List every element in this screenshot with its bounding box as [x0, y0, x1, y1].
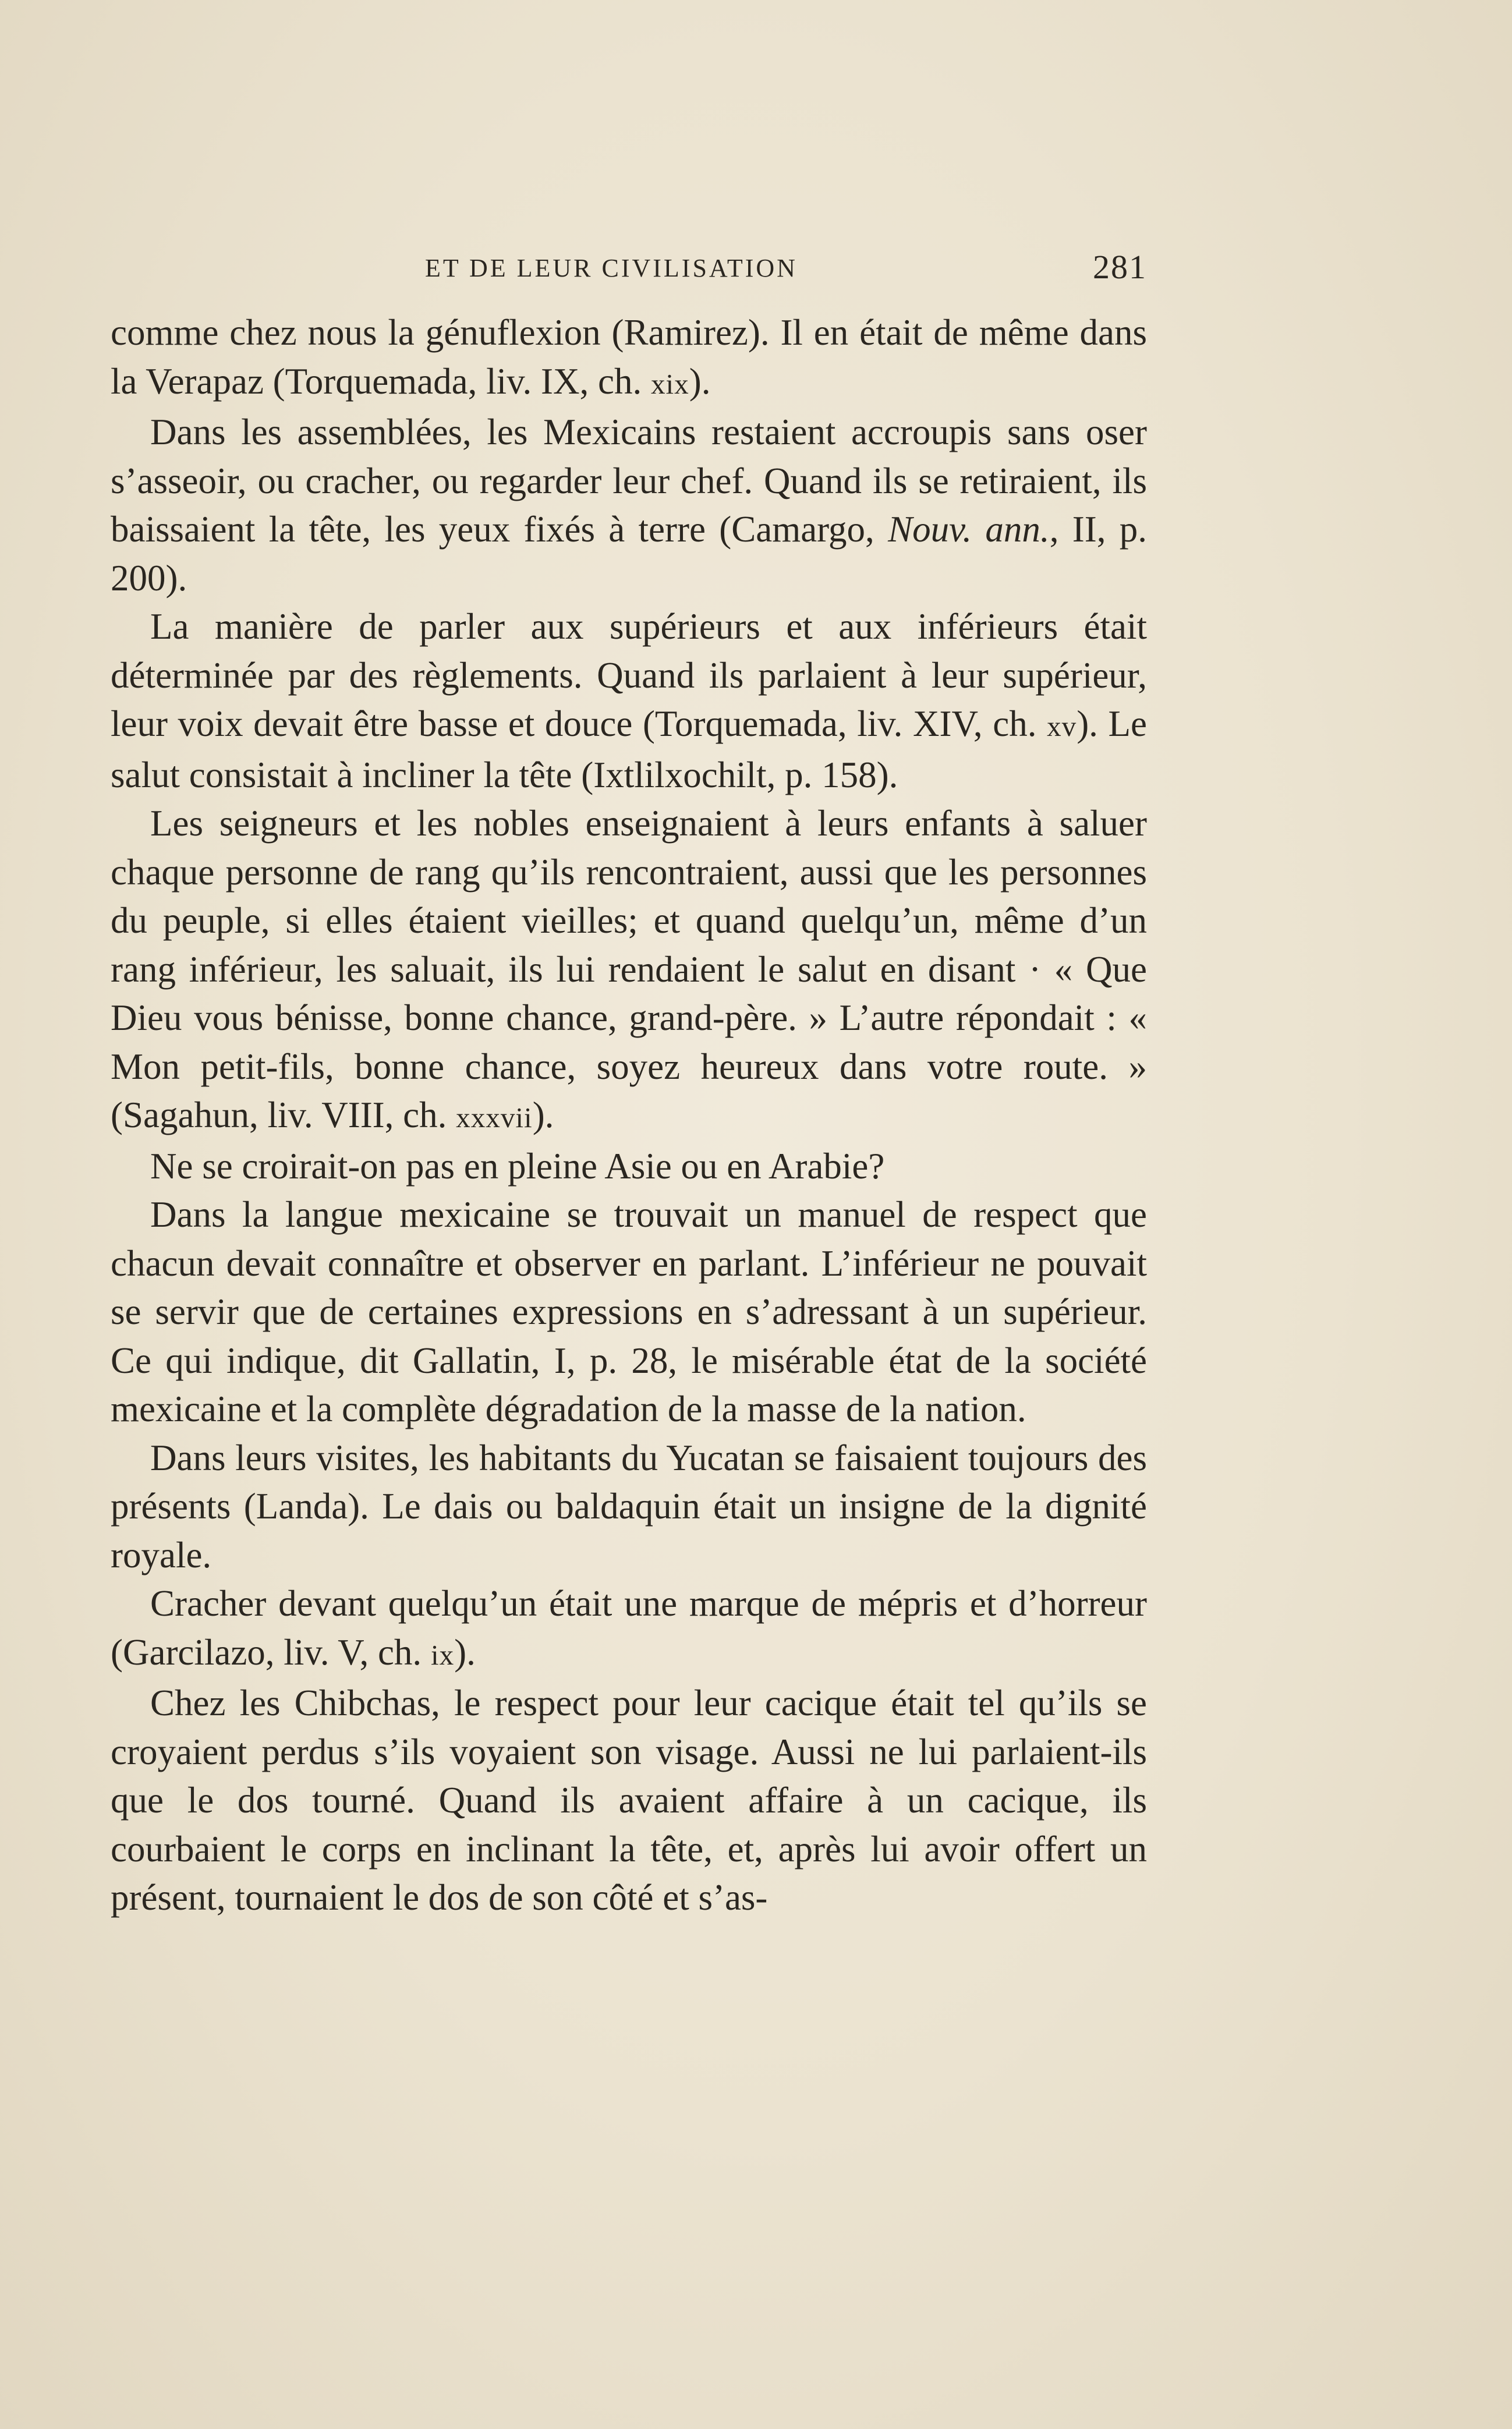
paragraph-8-end: ). — [454, 1631, 476, 1673]
chapter-numeral: xv — [1047, 710, 1077, 742]
running-title: ET DE LEUR CIVILISATION — [425, 254, 798, 282]
running-head — [111, 247, 1147, 288]
paragraph-6: Dans la langue mexicaine se trouvait un manuel de respect que chacun devait connaître et observer en parlant. L’inférieur ne pouvait se servir que de certaines expressions en s’adressant à un supérieur. Ce qui indique, dit Gallatin, I, p. 28, le misérable état de la société mexicaine et la complète dégradation de la masse de la nation. — [111, 1194, 1147, 1429]
paragraph-1-text: comme chez nous la génuflexion (Ramirez). Il en était de même dans la Verapaz (Torquemada, liv. IX, ch. — [111, 312, 1147, 402]
paragraph-3-text: La manière de parler aux supérieurs et aux inférieurs était déterminée par des règlements. Quand ils parlaient à leur supérieur, leur voix devait être basse et douce (Torquemada, liv. XIV, ch. — [111, 606, 1147, 744]
paragraph-4 — [111, 799, 1147, 1142]
paragraph-2-end: , II, p. 200). — [111, 509, 1147, 599]
work-title: Nouv. ann. — [888, 509, 1050, 550]
paragraph-7: Dans leurs visites, les habitants du Yucatan se faisaient toujours des présents (Landa). Le dais ou baldaquin était un insigne de la dignité royale. — [111, 1437, 1147, 1575]
paragraph-2-text: Dans les assemblées, les Mexicains restaient accroupis sans oser s’asseoir, ou cracher, ou regarder leur chef. Quand ils se retiraient, ils baissaient la tête, les yeux fixés à terre (Camargo, — [111, 412, 1147, 550]
paragraph-4-text: Les seigneurs et les nobles enseignaient à leurs enfants à saluer chaque personne de rang qu’ils rencontraient, aussi que les personnes du peuple, si elles étaient vieilles; et quand quelqu’un, même d’un rang inférieur, les saluait, ils lui rendaient le salut en disant · « Que Dieu vous bénisse, bonne chance, grand-père. » L’autre répondait : « Mon petit-fils, bonne chance, soyez heureux dans votre route. » (Sagahun, liv. VIII, ch. — [111, 803, 1147, 1135]
paragraph-1 — [111, 309, 1147, 408]
paragraph-8-text: Cracher devant quelqu’un était une marque de mépris et d’horreur (Garcilazo, liv. V, ch. — [111, 1583, 1147, 1673]
paragraph-3 — [111, 603, 1147, 799]
paragraph-8 — [111, 1580, 1147, 1679]
paragraph-1-end: ). — [689, 360, 711, 402]
chapter-numeral: xix — [650, 367, 689, 400]
paragraph-9: Chez les Chibchas, le respect pour leur cacique était tel qu’ils se croyaient perdus s’ils voyaient son visage. Aussi ne lui parlaient-ils que le dos tourné. Quand ils avaient affaire à un cacique, ils courbaient le corps en inclinant la tête, et, après lui avoir offert un présent, tournaient le dos de son côté et s’as- — [111, 1683, 1147, 1918]
chapter-numeral: xxxvii — [456, 1102, 533, 1134]
paragraph-2 — [111, 408, 1147, 603]
chapter-numeral: ix — [430, 1638, 455, 1671]
paragraph-3-end: ). Le salut consistait à incliner la tête (Ixtlilxochilt, p. 158). — [111, 703, 1147, 795]
paragraph-4-end: ). — [532, 1095, 554, 1135]
page-number: 281 — [1093, 248, 1147, 286]
body-text — [111, 309, 1147, 1922]
paragraph-5: Ne se croirait-on pas en pleine Asie ou en Arabie? — [150, 1145, 885, 1187]
